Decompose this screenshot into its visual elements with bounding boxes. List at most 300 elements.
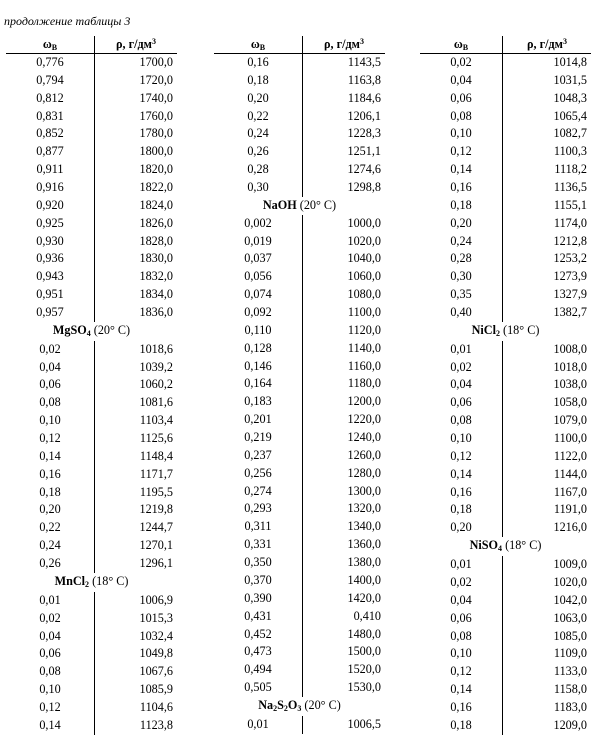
table-row	[6, 537, 177, 555]
table-row	[6, 197, 177, 215]
mass-fraction-cell: 0,24	[39, 538, 61, 553]
table-row	[420, 501, 591, 519]
mass-fraction-cell: 0,943	[36, 269, 64, 284]
table-row	[420, 250, 591, 268]
density-cell: 1530,0	[303, 679, 386, 697]
density-cell: 1500,0	[303, 643, 386, 661]
header-mass-fraction: ωВ	[6, 36, 95, 54]
mass-fraction-cell: 0,01	[247, 716, 269, 731]
table-row	[214, 375, 385, 393]
section-header-row	[420, 537, 591, 556]
mass-fraction-cell: 0,452	[244, 626, 272, 641]
density-cell: 1042,0	[503, 592, 592, 610]
density-cell: 1063,0	[503, 610, 592, 628]
mass-fraction-cell: 0,02	[450, 574, 472, 589]
mass-fraction-cell: 0,237	[244, 447, 272, 462]
table-row	[214, 161, 385, 179]
density-cell: 1018,0	[503, 359, 592, 377]
density-cell: 1079,0	[503, 412, 592, 430]
mass-fraction-cell: 0,12	[450, 664, 472, 679]
density-cell: 1206,1	[303, 108, 386, 126]
table-row	[214, 643, 385, 661]
density-cell: 1031,5	[503, 72, 592, 90]
mass-fraction-cell: 0,16	[39, 466, 61, 481]
density-cell: 1020,0	[303, 233, 386, 251]
density-cell: 1720,0	[95, 72, 178, 90]
density-cell: 1103,4	[95, 412, 178, 430]
table-row	[6, 90, 177, 108]
mass-fraction-cell: 0,812	[36, 90, 64, 105]
table-row	[420, 233, 591, 251]
density-cell: 1160,0	[303, 358, 386, 376]
mass-fraction-cell: 0,852	[36, 126, 64, 141]
table-row	[6, 54, 177, 72]
mass-fraction-cell: 0,01	[450, 557, 472, 572]
density-cell: 1018,6	[95, 341, 178, 359]
density-cell: 1000,0	[303, 215, 386, 233]
density-cell: 1015,3	[95, 610, 178, 628]
density-cell: 1048,3	[503, 90, 592, 108]
table-row	[6, 304, 177, 322]
table-row	[214, 143, 385, 161]
mass-fraction-cell: 0,911	[36, 162, 64, 177]
table-row	[6, 699, 177, 717]
table-row	[420, 54, 591, 72]
mass-fraction-cell: 0,164	[244, 376, 272, 391]
table-row	[214, 465, 385, 483]
mass-fraction-cell: 0,019	[244, 233, 272, 248]
density-cell: 1700,0	[95, 54, 178, 72]
density-cell: 1148,4	[95, 448, 178, 466]
mass-fraction-cell: 0,957	[36, 305, 64, 320]
density-cell: 1058,0	[503, 394, 592, 412]
section-header-row	[214, 697, 385, 716]
density-cell: 1104,6	[95, 699, 178, 717]
mass-fraction-cell: 0,473	[244, 644, 272, 659]
density-cell: 1212,8	[503, 233, 592, 251]
mass-fraction-cell: 0,04	[39, 628, 61, 643]
mass-fraction-cell: 0,183	[244, 394, 272, 409]
table-row	[214, 108, 385, 126]
density-cell: 1080,0	[303, 286, 386, 304]
density-cell: 1006,5	[303, 716, 386, 734]
mass-fraction-cell: 0,04	[450, 592, 472, 607]
density-cell: 1133,0	[503, 663, 592, 681]
header-mass-fraction: ωВ	[214, 36, 303, 54]
density-cell: 1038,0	[503, 376, 592, 394]
mass-fraction-cell: 0,776	[36, 55, 64, 69]
table-row	[214, 286, 385, 304]
density-cell: 1836,0	[95, 304, 178, 322]
density-cell: 1780,0	[95, 125, 178, 143]
mass-fraction-cell: 0,06	[450, 610, 472, 625]
density-cell: 1100,3	[503, 143, 592, 161]
header-row	[214, 36, 385, 54]
table-row	[6, 376, 177, 394]
mass-fraction-cell: 0,219	[244, 430, 272, 445]
table-row	[6, 555, 177, 573]
table-row	[420, 430, 591, 448]
table-row	[420, 304, 591, 322]
table-row	[214, 250, 385, 268]
mass-fraction-cell: 0,930	[36, 233, 64, 248]
mass-fraction-cell: 0,01	[39, 592, 61, 607]
table-row	[214, 233, 385, 251]
mass-fraction-cell: 0,10	[450, 431, 472, 446]
table-row	[214, 54, 385, 72]
section-header-row	[6, 322, 177, 341]
table-row	[214, 429, 385, 447]
density-cell: 1240,0	[303, 429, 386, 447]
density-cell: 1520,0	[303, 661, 386, 679]
table-row	[6, 466, 177, 484]
mass-fraction-cell: 0,12	[450, 144, 472, 159]
density-cell: 1081,6	[95, 394, 178, 412]
mass-fraction-cell: 0,08	[450, 108, 472, 123]
density-cell: 1216,0	[503, 519, 592, 537]
density-cell: 1420,0	[303, 590, 386, 608]
density-cell: 1191,0	[503, 501, 592, 519]
density-cell: 1740,0	[95, 90, 178, 108]
mass-fraction-cell: 0,14	[450, 682, 472, 697]
table-row	[6, 484, 177, 502]
density-cell: 1109,0	[503, 645, 592, 663]
table-row	[214, 483, 385, 501]
density-cell: 1273,9	[503, 268, 592, 286]
table-row	[420, 448, 591, 466]
table-row	[420, 394, 591, 412]
mass-fraction-cell: 0,494	[244, 662, 272, 677]
mass-fraction-cell: 0,936	[36, 251, 64, 266]
table-row	[214, 554, 385, 572]
header-density: ρ, $г/дм^3$	[303, 36, 386, 54]
mass-fraction-cell: 0,370	[244, 572, 272, 587]
table-row	[420, 663, 591, 681]
mass-fraction-cell: 0,24	[247, 126, 269, 141]
mass-fraction-cell: 0,293	[244, 501, 272, 516]
table-row	[420, 341, 591, 359]
table-row	[6, 179, 177, 197]
mass-fraction-cell: 0,02	[39, 610, 61, 625]
table-row	[420, 484, 591, 502]
table-row	[420, 143, 591, 161]
mass-fraction-cell: 0,20	[450, 215, 472, 230]
density-cell: 1120,0	[303, 322, 386, 340]
density-cell: 1123,8	[95, 717, 178, 735]
table-row	[420, 108, 591, 126]
mass-fraction-cell: 0,794	[36, 72, 64, 87]
table-row	[420, 412, 591, 430]
density-cell: 1826,0	[95, 215, 178, 233]
table-row	[420, 90, 591, 108]
table-row	[6, 519, 177, 537]
mass-fraction-cell: 0,16	[247, 55, 269, 69]
table-row	[420, 376, 591, 394]
density-cell: 1320,0	[303, 500, 386, 518]
table-row	[6, 681, 177, 699]
table-row	[420, 359, 591, 377]
mass-fraction-cell: 0,201	[244, 412, 272, 427]
mass-fraction-cell: 0,14	[450, 466, 472, 481]
mass-fraction-cell: 0,08	[39, 395, 61, 410]
table-row	[6, 412, 177, 430]
mass-fraction-cell: 0,26	[39, 556, 61, 571]
substance-heading: NiSO4 (18° С)	[469, 538, 542, 554]
mass-fraction-cell: 0,831	[36, 108, 64, 123]
table-row	[6, 430, 177, 448]
table-column-3	[420, 36, 591, 735]
density-cell: 1340,0	[303, 518, 386, 536]
density-cell: 1125,6	[95, 430, 178, 448]
density-cell: 1060,2	[95, 376, 178, 394]
mass-fraction-cell: 0,30	[450, 269, 472, 284]
table-row	[420, 628, 591, 646]
density-cell: 1195,5	[95, 484, 178, 502]
mass-fraction-cell: 0,110	[244, 322, 272, 337]
table-row	[420, 466, 591, 484]
mass-fraction-cell: 0,12	[39, 431, 61, 446]
density-cell: 1014,8	[503, 54, 592, 72]
density-cell: 1174,0	[503, 215, 592, 233]
density-cell: 1020,0	[503, 574, 592, 592]
mass-fraction-cell: 0,08	[450, 413, 472, 428]
mass-fraction-cell: 0,28	[247, 162, 269, 177]
density-cell: 1155,1	[503, 197, 592, 215]
density-cell: 1085,0	[503, 628, 592, 646]
table-row	[214, 679, 385, 697]
section-header-row	[214, 197, 385, 215]
table-row	[420, 556, 591, 574]
mass-fraction-cell: 0,40	[450, 305, 472, 320]
density-cell: 1480,0	[303, 626, 386, 644]
density-cell: 1200,0	[303, 393, 386, 411]
mass-fraction-cell: 0,14	[450, 162, 472, 177]
density-cell: 1760,0	[95, 108, 178, 126]
table-row	[420, 268, 591, 286]
density-cell: 1830,0	[95, 250, 178, 268]
mass-fraction-cell: 0,20	[247, 90, 269, 105]
substance-heading: MnCl2 (18° С)	[54, 573, 129, 589]
mass-fraction-cell: 0,18	[450, 197, 472, 212]
table-row	[420, 592, 591, 610]
table-row	[6, 610, 177, 628]
density-cell: 1144,0	[503, 466, 592, 484]
mass-fraction-cell: 0,14	[39, 717, 61, 732]
table-row	[6, 125, 177, 143]
section-header-row	[420, 322, 591, 341]
density-cell: 1067,6	[95, 663, 178, 681]
density-cell: 1300,0	[303, 483, 386, 501]
mass-fraction-cell: 0,10	[39, 413, 61, 428]
density-table	[214, 36, 385, 734]
density-cell: 1380,0	[303, 554, 386, 572]
mass-fraction-cell: 0,505	[244, 680, 272, 695]
table-row	[214, 72, 385, 90]
density-table	[420, 36, 591, 735]
table-row	[214, 393, 385, 411]
table-row	[420, 681, 591, 699]
header-density: ρ, $г/дм^3$	[503, 36, 592, 54]
mass-fraction-cell: 0,02	[450, 55, 472, 69]
mass-fraction-cell: 0,331	[244, 537, 272, 552]
density-cell: 0,410	[303, 608, 386, 626]
table-row	[214, 358, 385, 376]
density-cell: 1244,7	[95, 519, 178, 537]
table-row	[420, 72, 591, 90]
table-row	[214, 572, 385, 590]
header-row	[420, 36, 591, 54]
density-cell: 1163,8	[303, 72, 386, 90]
table-row	[6, 341, 177, 359]
density-table	[6, 36, 177, 735]
mass-fraction-cell: 0,04	[450, 377, 472, 392]
table-row	[214, 411, 385, 429]
header-mass-fraction: ωВ	[420, 36, 503, 54]
table-row	[214, 716, 385, 734]
density-cell: 1032,4	[95, 628, 178, 646]
mass-fraction-cell: 0,350	[244, 555, 272, 570]
table-row	[420, 286, 591, 304]
table-row	[6, 501, 177, 519]
density-cell: 1136,5	[503, 179, 592, 197]
table-row	[420, 645, 591, 663]
table-row	[6, 628, 177, 646]
table-row	[214, 661, 385, 679]
mass-fraction-cell: 0,056	[244, 269, 272, 284]
mass-fraction-cell: 0,06	[450, 90, 472, 105]
table-row	[420, 215, 591, 233]
density-cell: 1274,6	[303, 161, 386, 179]
mass-fraction-cell: 0,14	[39, 448, 61, 463]
density-cell: 1065,4	[503, 108, 592, 126]
mass-fraction-cell: 0,20	[450, 520, 472, 535]
mass-fraction-cell: 0,18	[247, 72, 269, 87]
table-row	[6, 215, 177, 233]
substance-heading: NaOH (20° С)	[262, 197, 337, 212]
table-row	[6, 72, 177, 90]
mass-fraction-cell: 0,01	[450, 341, 472, 356]
mass-fraction-cell: 0,18	[39, 484, 61, 499]
table-caption: продолжение таблицы 3	[4, 14, 131, 28]
density-cell: 1049,8	[95, 645, 178, 663]
table-row	[6, 108, 177, 126]
mass-fraction-cell: 0,12	[39, 699, 61, 714]
mass-fraction-cell: 0,06	[39, 377, 61, 392]
density-cell: 1008,0	[503, 341, 592, 359]
table-row	[420, 717, 591, 735]
table-row	[214, 626, 385, 644]
table-row	[214, 340, 385, 358]
table-row	[6, 359, 177, 377]
section-header-row	[6, 573, 177, 592]
density-cell: 1167,0	[503, 484, 592, 502]
density-cell: 1219,8	[95, 501, 178, 519]
mass-fraction-cell: 0,274	[244, 483, 272, 498]
density-cell: 1085,9	[95, 681, 178, 699]
table-row	[214, 215, 385, 233]
density-cell: 1270,1	[95, 537, 178, 555]
density-cell: 1060,0	[303, 268, 386, 286]
table-row	[6, 161, 177, 179]
table-row	[214, 179, 385, 197]
mass-fraction-cell: 0,08	[450, 628, 472, 643]
mass-fraction-cell: 0,390	[244, 590, 272, 605]
mass-fraction-cell: 0,002	[244, 215, 272, 230]
mass-fraction-cell: 0,22	[247, 108, 269, 123]
table-row	[420, 519, 591, 537]
density-cell: 1834,0	[95, 286, 178, 304]
mass-fraction-cell: 0,074	[244, 287, 272, 302]
density-cell: 1009,0	[503, 556, 592, 574]
density-cell: 1183,0	[503, 699, 592, 717]
substance-heading: MgSO4 (20° С)	[52, 322, 131, 338]
mass-fraction-cell: 0,916	[36, 180, 64, 195]
density-cell: 1400,0	[303, 572, 386, 590]
mass-fraction-cell: 0,092	[244, 305, 272, 320]
table-row	[420, 179, 591, 197]
table-row	[420, 197, 591, 215]
mass-fraction-cell: 0,146	[244, 358, 272, 373]
density-cell: 1828,0	[95, 233, 178, 251]
mass-fraction-cell: 0,30	[247, 180, 269, 195]
table-row	[6, 448, 177, 466]
table-row	[6, 143, 177, 161]
mass-fraction-cell: 0,35	[450, 287, 472, 302]
table-row	[420, 699, 591, 717]
mass-fraction-cell: 0,877	[36, 144, 64, 159]
table-column-1	[6, 36, 177, 735]
substance-heading: NiCl2 (18° С)	[471, 322, 540, 338]
table-row	[6, 717, 177, 735]
table-row	[6, 286, 177, 304]
density-cell: 1180,0	[303, 375, 386, 393]
table-row	[214, 608, 385, 626]
table-row	[6, 250, 177, 268]
table-row	[420, 610, 591, 628]
density-cell: 1251,1	[303, 143, 386, 161]
table-column-2	[214, 36, 385, 734]
density-cell: 1280,0	[303, 465, 386, 483]
mass-fraction-cell: 0,311	[244, 519, 272, 534]
density-cell: 1143,5	[303, 54, 386, 72]
mass-fraction-cell: 0,16	[450, 699, 472, 714]
mass-fraction-cell: 0,04	[450, 72, 472, 87]
density-cell: 1296,1	[95, 555, 178, 573]
density-cell: 1820,0	[95, 161, 178, 179]
density-cell: 1824,0	[95, 197, 178, 215]
density-cell: 1158,0	[503, 681, 592, 699]
mass-fraction-cell: 0,951	[36, 287, 64, 302]
density-cell: 1082,7	[503, 125, 592, 143]
mass-fraction-cell: 0,10	[450, 646, 472, 661]
density-cell: 1228,3	[303, 125, 386, 143]
density-cell: 1298,8	[303, 179, 386, 197]
table-row	[214, 536, 385, 554]
density-cell: 1253,2	[503, 250, 592, 268]
density-cell: 1040,0	[303, 250, 386, 268]
density-cell: 1006,9	[95, 592, 178, 610]
table-row	[214, 447, 385, 465]
mass-fraction-cell: 0,20	[39, 502, 61, 517]
table-row	[6, 592, 177, 610]
table-row	[420, 125, 591, 143]
density-cell: 1220,0	[303, 411, 386, 429]
density-cell: 1360,0	[303, 536, 386, 554]
density-cell: 1209,0	[503, 717, 592, 735]
mass-fraction-cell: 0,10	[450, 126, 472, 141]
table-row	[214, 90, 385, 108]
table-row	[6, 233, 177, 251]
